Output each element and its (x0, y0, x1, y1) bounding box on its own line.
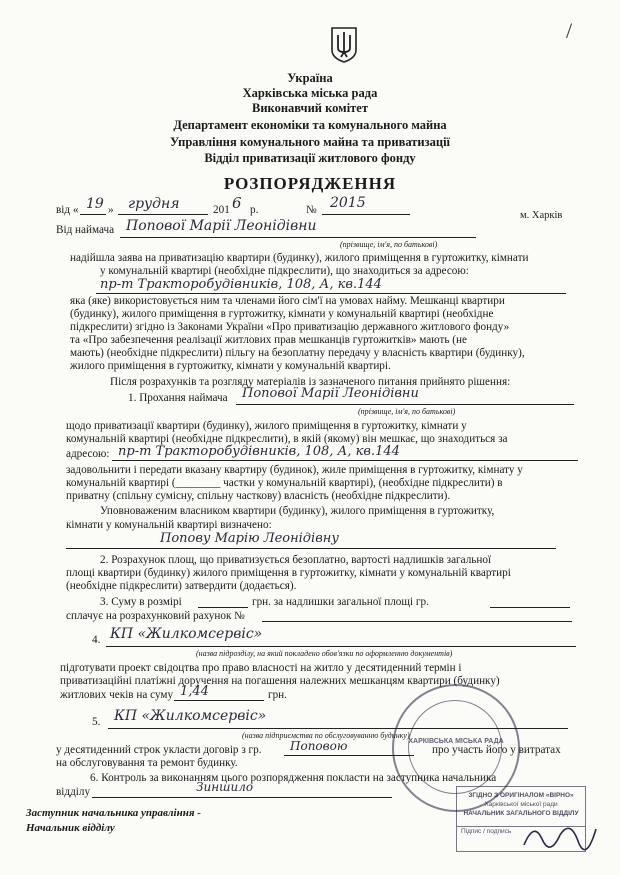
body-line: підкреслити) згідно із Законами України «Про приватизацію державного житлового фонду» (70, 321, 510, 333)
body-line: приватизаційні платіжні доручення на погашення належних мешканцям квартири (будинку) (60, 675, 500, 687)
body-line: підготувати проект свідоцтва про право власності на житло у десятиденний термін і (60, 662, 462, 674)
signature-head: Начальник відділу (26, 822, 115, 834)
date-year-suffix: р. (250, 204, 259, 216)
header-council: Харківська міська рада (242, 86, 378, 100)
document-number: 2015 (330, 195, 366, 211)
point-1-label: 1. Прохання наймача (128, 392, 228, 404)
point-4-currency: грн. (268, 689, 287, 701)
body-line: яка (яке) використовується ним та членами його сім'ї на умовах найму. Мешканці квартири (70, 295, 505, 307)
tenant-caption: (прізвище, ім'я, по батькові) (340, 240, 438, 249)
point-1-caption: (прізвище, ім'я, по батькові) (358, 407, 456, 416)
point-4-number: 4. (92, 634, 101, 646)
corner-mark: / (566, 18, 573, 43)
body-line: жилого приміщення в гуртожитку, кімнати у комунальній квартирі. (70, 360, 391, 372)
document-title: РОЗПОРЯДЖЕННЯ (223, 174, 397, 193)
header-committee: Виконавчий комітет (252, 101, 368, 115)
body-line: комунальній квартирі (необхідне підкреслити), в якій (якому) він мешкає, що знаходиться за (66, 433, 508, 445)
point-5-number: 5. (92, 716, 101, 728)
point-4-caption: (назва підрозділу, на який покладено обов'язки по оформленню документів) (196, 649, 453, 658)
point-3-text: грн. за надлишки загальної площі гр. (252, 596, 429, 608)
point-3-text: 3. Суму в розмірі (100, 596, 182, 608)
number-label: № (306, 204, 317, 216)
point-6-handwritten: Зиншило (196, 780, 254, 794)
stamp-line: НАЧАЛЬНИК ЗАГАЛЬНОГО ВІДДІЛУ (463, 810, 579, 817)
body-line: площі квартири (будинку) жилого приміщення в гуртожитку, кімнати у комунальній квартирі (66, 567, 511, 579)
body-line: та «Про забезпечення реалізації житлових прав мешканців гуртожитків» мають (не (70, 334, 467, 346)
tenant-name: Попової Марії Леонідівни (126, 218, 317, 234)
point-5-name-handwritten: Поповою (290, 739, 348, 753)
body-line: Після розрахунків та розгляду матеріалів із зазначеного питання прийнято рішення: (110, 376, 511, 388)
date-from: від « (56, 204, 79, 216)
header-country: Україна (287, 71, 333, 85)
body-line: мають) (необхідне підкреслити) пільгу на безоплатну передачу у власність квартири (будинку), (70, 347, 525, 359)
point-4-sum: 1,44 (180, 684, 209, 699)
ukraine-coat-of-arms-icon (330, 26, 358, 64)
point-4-sum-label: житлових чеків на суму (60, 689, 174, 701)
body-line: адресою: (66, 448, 110, 460)
body-line: комунальній квартирі (________ частки у комунальній квартирі), (необхідне підкреслити) в (66, 477, 503, 489)
body-line: щодо приватизації квартири (будинку), жилого приміщення в гуртожитку, кімнати у (66, 420, 467, 432)
point-4-handwritten: КП «Жилкомсервіс» (110, 626, 263, 642)
signature-deputy: Заступник начальника управління - (26, 807, 201, 819)
round-seal-text: ХАРКІВСЬКА МІСЬКА РАДА (408, 738, 504, 745)
header-directorate: Управління комунального майна та приватизації (169, 135, 451, 149)
stamp-line: ЗГІДНО З ОРИГІНАЛОМ «ВІРНО» (468, 792, 574, 799)
point-6-label: відділу (56, 786, 91, 798)
point-5-handwritten: КП «Жилкомсервіс» (114, 708, 267, 724)
point-3-text: сплачує на розрахунковий рахунок № (66, 610, 245, 622)
body-line: задовольнити і передати вказану квартиру (будинок), жиле приміщення в гуртожитку, кімнату у (66, 464, 523, 476)
body-line: кімнати у комунальній квартирі визначено: (66, 519, 272, 531)
address-handwritten-2: пр-т Тракторобудівників, 108, А, кв.144 (118, 444, 400, 459)
body-line: Уповноваженим власником квартири (будинку), жилого приміщення в гуртожитку, (100, 505, 495, 517)
header-division: Відділ приватизації житлового фонду (204, 151, 416, 165)
date-month: грудня (128, 196, 180, 212)
date-quote: » (108, 204, 114, 216)
tenant-label: Від наймача (56, 224, 115, 236)
body-line: 6. Контроль за виконанням цього розпорядження покласти на заступника начальника (90, 772, 497, 784)
date-year-prefix: 201 (213, 204, 230, 216)
city: м. Харків (520, 210, 563, 221)
body-line: (будинку), жилого приміщення в гуртожитку, кімнати у комунальній квартирі (необхідне (70, 308, 494, 320)
body-line: (необхідне підкреслити) затвердити (додається). (66, 580, 297, 592)
body-line: 2. Розрахунок площ, що приватизується безоплатно, вартості надлишків загальної (100, 554, 492, 566)
body-line: приватну (спільну сумісну, спільну часткову) власність (необхідне підкреслити). (66, 490, 451, 502)
signature-scribble-icon (520, 815, 600, 855)
body-line: надійшла заява на приватизацію квартири (будинку), жилого приміщення в гуртожитку, кімнати (70, 252, 529, 264)
point-5-text: у десятиденний строк укласти договір з гр. (56, 744, 262, 756)
point-1-name: Попової Марії Леонідівни (242, 386, 419, 401)
body-line: у комунальній квартирі (необхідне підкреслити), що знаходиться за адресою: (100, 265, 469, 277)
body-line: на обслуговування та ремонт будинку. (56, 757, 238, 769)
date-year-digit: 6 (232, 194, 242, 212)
address-handwritten: пр-т Тракторобудівників, 108, А, кв.144 (100, 277, 382, 292)
point-5-caption: (назва підприємства по обслуговуванню будинку) (242, 731, 410, 740)
date-day: 19 (86, 196, 104, 212)
owner-handwritten: Попову Марію Леонідівну (160, 531, 339, 546)
stamp-line: Харківської міської ради (484, 801, 558, 808)
header-department: Департамент економіки та комунального майна (173, 118, 447, 132)
point-5-text: про участь його у витратах (432, 744, 561, 756)
stamp-sign-label: Підпис / подпись (457, 826, 585, 836)
